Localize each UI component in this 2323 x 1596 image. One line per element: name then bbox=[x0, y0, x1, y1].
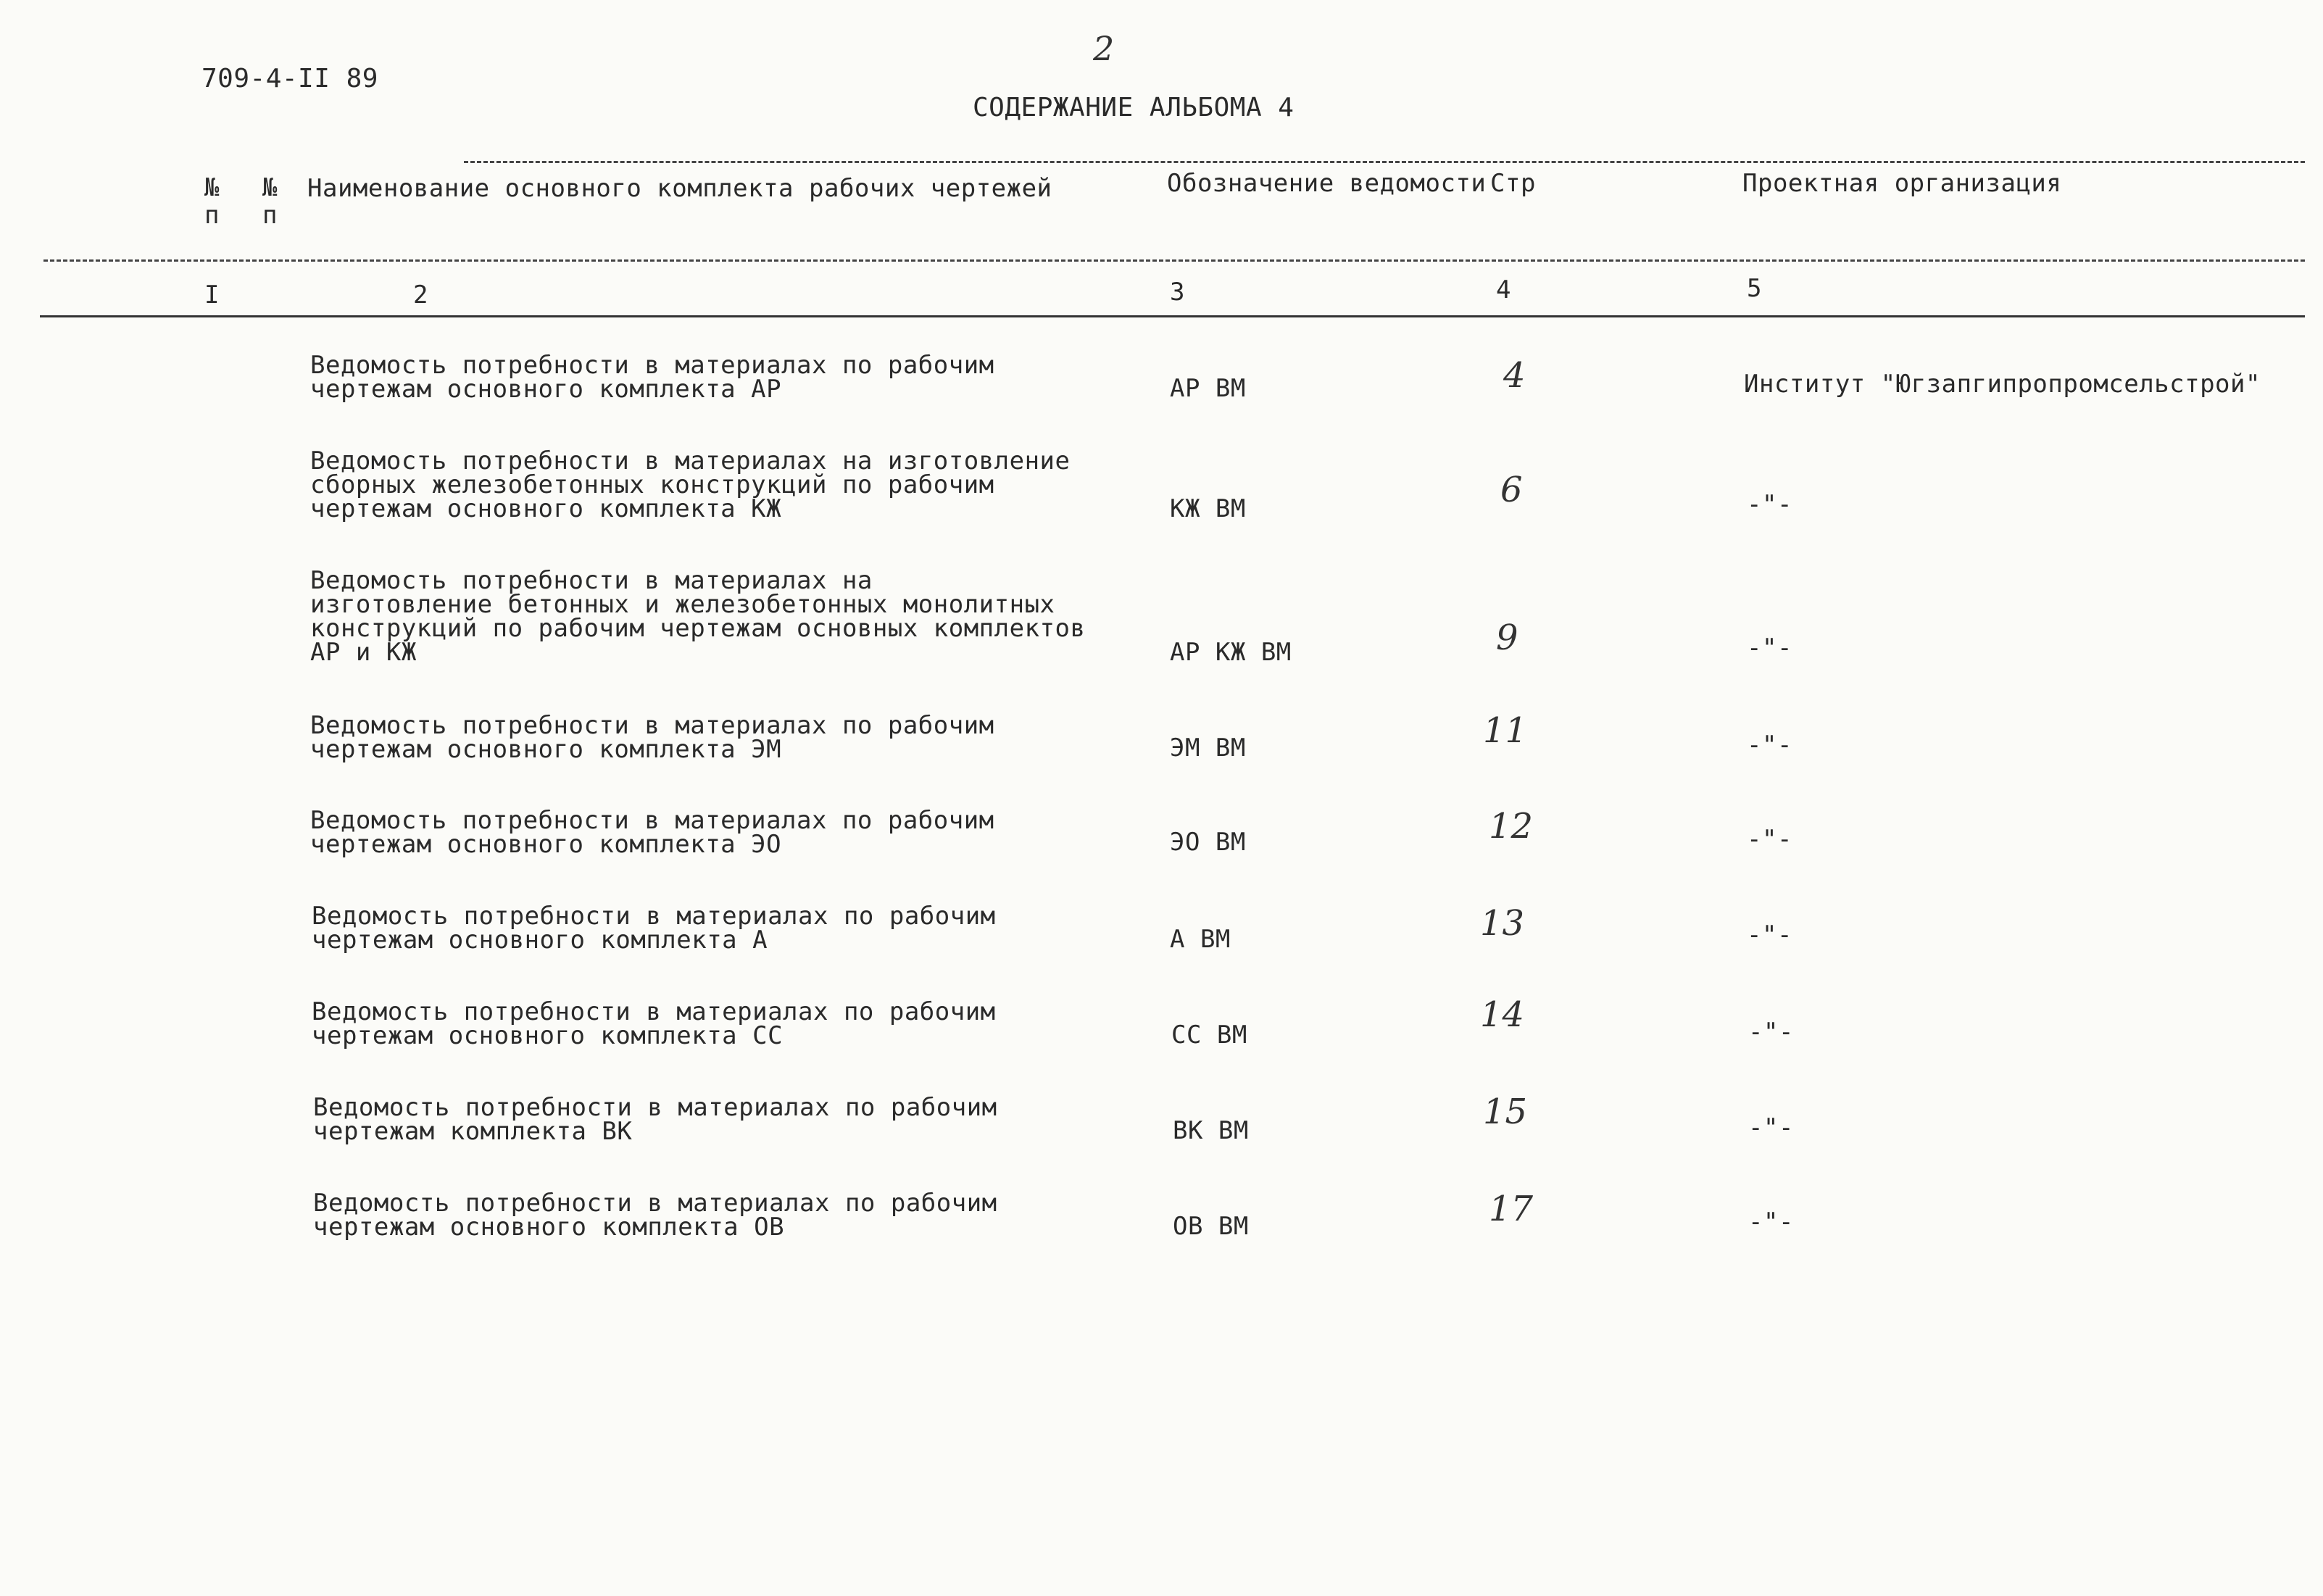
row-name: Ведомость потребности в материалах по рабочим чертежам основного комплекта АР bbox=[310, 351, 994, 404]
row-organization: -"- bbox=[1748, 1018, 1794, 1047]
table-top-rule bbox=[464, 161, 2305, 163]
header-designation: Обозначение ведомости bbox=[1167, 169, 1487, 198]
row-designation: ЭО ВМ bbox=[1170, 828, 1246, 857]
row-page: 17 bbox=[1489, 1189, 1534, 1229]
row-organization: -"- bbox=[1747, 920, 1792, 949]
row-page: 12 bbox=[1489, 806, 1534, 847]
column-number-4: 4 bbox=[1496, 275, 1511, 304]
document-title: СОДЕРЖАНИЕ АЛЬБОМА 4 bbox=[973, 93, 1295, 122]
row-organization: -"- bbox=[1748, 1113, 1794, 1142]
row-name: Ведомость потребности в материалах по рабочим чертежам комплекта ВК bbox=[313, 1093, 997, 1146]
row-organization: -"- bbox=[1747, 490, 1792, 519]
row-page: 15 bbox=[1483, 1092, 1528, 1132]
header-num-1: № п bbox=[204, 173, 220, 230]
row-page: 11 bbox=[1483, 710, 1528, 751]
row-designation: ВК ВМ bbox=[1173, 1116, 1249, 1145]
row-designation: А ВМ bbox=[1170, 925, 1231, 954]
row-name: Ведомость потребности в материалах на изготовление сборных железобетонных конструкций по рабочим чертежам основного комплекта КЖ bbox=[310, 446, 1071, 523]
row-organization: -"- bbox=[1748, 1208, 1794, 1237]
row-organization: Институт "Югзапгипропромсельстрой" bbox=[1744, 370, 2261, 399]
row-designation: АР ВМ bbox=[1170, 374, 1246, 403]
row-page: 13 bbox=[1480, 903, 1525, 944]
row-name: Ведомость потребности в материалах по рабочим чертежам основного комплекта ОВ bbox=[313, 1189, 997, 1242]
row-name: Ведомость потребности в материалах по рабочим чертежам основного комплекта СС bbox=[312, 997, 996, 1050]
row-page: 14 bbox=[1480, 994, 1525, 1035]
column-number-1: I bbox=[204, 280, 220, 309]
column-number-2: 2 bbox=[413, 280, 428, 309]
column-number-3: 3 bbox=[1170, 278, 1185, 307]
header-name: Наименование основного комплекта рабочих чертежей bbox=[307, 174, 1052, 203]
row-designation: КЖ ВМ bbox=[1170, 494, 1246, 523]
row-designation: АР КЖ ВМ bbox=[1170, 638, 1292, 667]
header-page: Стр bbox=[1490, 169, 1536, 198]
row-page: 4 bbox=[1503, 355, 1526, 396]
header-divider-rule bbox=[43, 259, 2305, 262]
row-name: Ведомость потребности в материалах на изготовление бетонных и железобетонных монолитных конструкций по рабочим чертежам основных комплектов АР и КЖ bbox=[310, 566, 1086, 667]
header-num-2: № п bbox=[262, 173, 278, 230]
row-name: Ведомость потребности в материалах по рабочим чертежам основного комплекта А bbox=[312, 902, 996, 955]
row-organization: -"- bbox=[1747, 633, 1792, 662]
column-number-5: 5 bbox=[1747, 274, 1762, 303]
document-code: 709-4-II 89 bbox=[201, 64, 378, 93]
page-number: 2 bbox=[1093, 29, 1115, 68]
row-organization: -"- bbox=[1747, 825, 1792, 854]
row-designation: ОВ ВМ bbox=[1173, 1212, 1249, 1241]
row-name: Ведомость потребности в материалах по рабочим чертежам основного комплекта ЭМ bbox=[310, 711, 994, 764]
row-page: 9 bbox=[1496, 618, 1518, 658]
column-numbers-rule bbox=[40, 315, 2305, 317]
header-organization: Проектная организация bbox=[1742, 169, 2062, 198]
row-name: Ведомость потребности в материалах по рабочим чертежам основного комплекта ЭО bbox=[310, 806, 994, 859]
row-designation: ЭМ ВМ bbox=[1170, 733, 1246, 762]
row-organization: -"- bbox=[1747, 731, 1792, 760]
row-designation: СС ВМ bbox=[1171, 1021, 1247, 1050]
row-page: 6 bbox=[1500, 470, 1523, 510]
